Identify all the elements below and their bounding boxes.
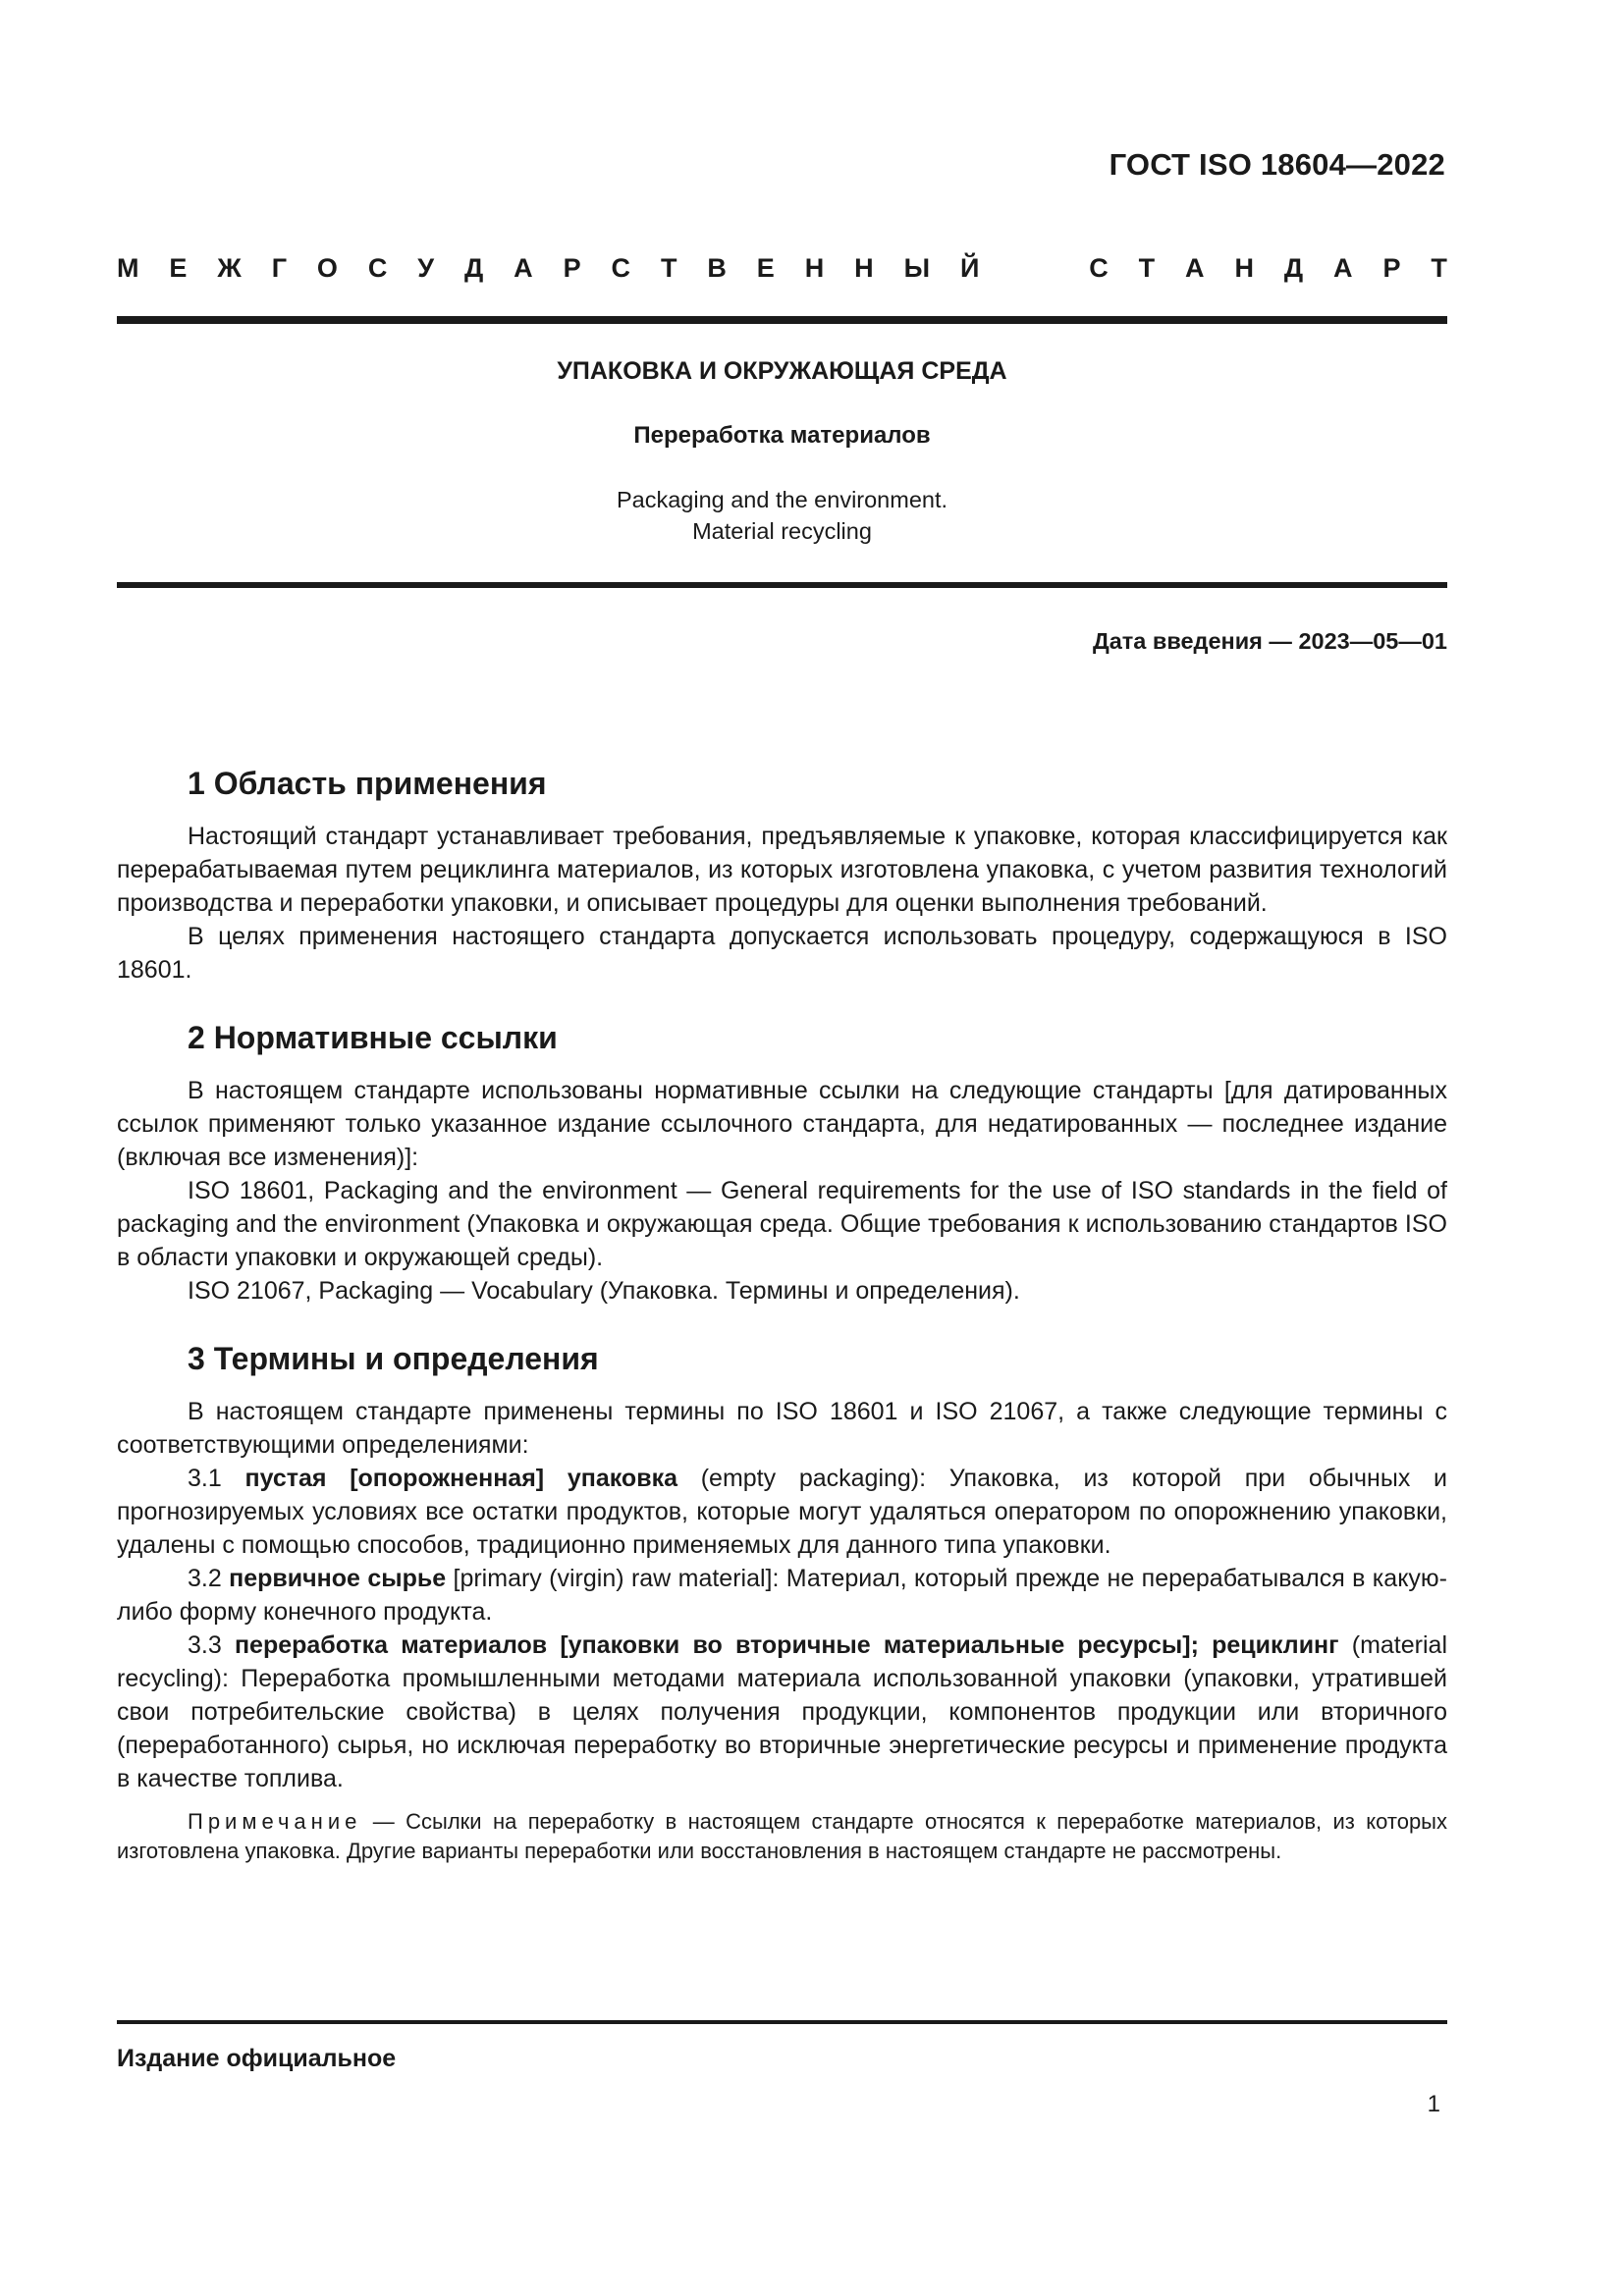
term-number: 3.2 <box>188 1565 230 1592</box>
term-number: 3.1 <box>188 1465 245 1492</box>
paragraph: В настоящем стандарте применены термины по ISO 18601 и ISO 21067, а также следующие термины с соответствующими определениями: <box>117 1398 1447 1459</box>
banner-letter: А <box>1333 253 1353 283</box>
note-label: Примечание <box>188 1809 362 1834</box>
banner-letter: У <box>417 253 435 283</box>
term-number: 3.3 <box>188 1631 235 1659</box>
banner-letter: Д <box>1283 253 1304 283</box>
term-definition: [primary (virgin) raw material]: Материал, который прежде не перерабатывался в какую-либо форму конечного продукта. <box>117 1565 1447 1626</box>
banner-letter: С <box>611 253 631 283</box>
paragraph: В настоящем стандарте использованы нормативные ссылки на следующие стандарты [для датированных ссылок применяют только указанное издание ссылочного стандарта, для недатированных — последнее издание (включая все изменения)]: <box>117 1077 1447 1171</box>
document-subtitle: Переработка материалов <box>633 422 931 449</box>
banner-letter: В <box>707 253 727 283</box>
term-name: первичное сырье <box>229 1565 447 1592</box>
section-normative-references <box>117 1020 1447 1308</box>
section-heading: 1 Область применения <box>188 766 547 801</box>
banner-word-gap <box>1009 253 1058 284</box>
banner-letter: Ы <box>903 253 931 283</box>
term-3-3 <box>117 1629 1447 1795</box>
banner-letter: Р <box>1382 253 1401 283</box>
title-divider <box>117 582 1447 588</box>
paragraph: Настоящий стандарт устанавливает требования, предъявляемые к упаковке, которая классифицируется как перерабатываемая путем рециклинга материалов, из которых изготовлена упаковка, с учетом развития технологий производства и переработки упаковки, и описывает процедуры для оценки выполнения требований. <box>117 823 1447 917</box>
banner-letter: Е <box>169 253 188 283</box>
banner-letter: Е <box>756 253 775 283</box>
english-title <box>117 484 1447 547</box>
banner-letter: Д <box>464 253 484 283</box>
banner-letter: А <box>1185 253 1205 283</box>
banner-letter: Н <box>1234 253 1254 283</box>
bottom-divider <box>117 2020 1447 2024</box>
term-3-1 <box>117 1462 1447 1562</box>
paragraph: В целях применения настоящего стандарта допускается использовать процедуру, содержащуюся в ISO 18601. <box>117 923 1447 984</box>
banner-letter: Й <box>959 253 980 283</box>
document-body <box>117 766 1447 1899</box>
page-number: 1 <box>1427 2091 1440 2117</box>
english-title-line-2: Material recycling <box>692 518 872 544</box>
note-text: — Ссылки на переработку в настоящем стандарте относятся к переработке материалов, из которых изготовлена упаковка. Другие варианты переработки или восстановления в настоящем стандарте не рассмотрены. <box>117 1809 1447 1863</box>
banner-letter: А <box>514 253 533 283</box>
official-edition-label: Издание официальное <box>117 2045 397 2072</box>
section-scope <box>117 766 1447 987</box>
introduction-date: Дата введения — 2023—05—01 <box>1092 628 1447 654</box>
banner-letter: Т <box>1138 253 1156 283</box>
banner-letter: О <box>316 253 338 283</box>
section-heading: 3 Термины и определения <box>188 1341 599 1376</box>
reference-iso-18601: ISO 18601, Packaging and the environment — General requirements for the use of ISO standards in the field of packaging and the environment (Упаковка и окружающая среда. Общие требования к использованию стандартов ISO в области упаковки и окружающей среды). <box>117 1177 1447 1271</box>
banner-letter: Н <box>854 253 874 283</box>
document-number: ГОСТ ISO 18604—2022 <box>1109 147 1445 182</box>
banner-letter: Р <box>563 253 581 283</box>
term-3-2 <box>117 1562 1447 1629</box>
document-title: УПАКОВКА И ОКРУЖАЮЩАЯ СРЕДА <box>557 357 1007 385</box>
banner-letter: Ж <box>217 253 242 283</box>
banner-letter: Н <box>804 253 825 283</box>
section-heading: 2 Нормативные ссылки <box>188 1020 558 1055</box>
banner-letter: С <box>367 253 388 283</box>
banner-letter: С <box>1089 253 1109 283</box>
note <box>117 1807 1447 1866</box>
top-divider <box>117 316 1447 324</box>
section-terms-definitions <box>117 1341 1447 1866</box>
term-definition: (material recycling): Переработка промышленными методами материала использованной упаковки (упаковки, утратившей свои потребительские свойства) в целях получения продукции, компонентов продукции или вторичного (переработанного) сырья, но исключая переработку во вторичные энергетические ресурсы и применение продукта в качестве топлива. <box>117 1631 1447 1792</box>
banner-letter: Г <box>271 253 287 283</box>
banner-letter: М <box>117 253 139 283</box>
english-title-line-1: Packaging and the environment. <box>616 487 948 512</box>
term-definition: (empty packaging): Упаковка, из которой при обычных и прогнозируемых условиях все остатки продуктов, которые могут удаляться оператором по опорожнению упаковки, удалены с помощью способов, традиционно применяемых для данного типа упаковки. <box>117 1465 1448 1559</box>
interstate-standard-banner <box>117 253 1447 284</box>
reference-iso-21067: ISO 21067, Packaging — Vocabulary (Упаковка. Термины и определения). <box>188 1277 1020 1305</box>
term-name: пустая [опорожненная] упаковка <box>244 1465 677 1492</box>
banner-letter: Т <box>660 253 677 283</box>
term-name: переработка материалов [упаковки во вторичные материальные ресурсы]; рециклинг <box>234 1631 1339 1659</box>
banner-letter: Т <box>1431 253 1447 283</box>
